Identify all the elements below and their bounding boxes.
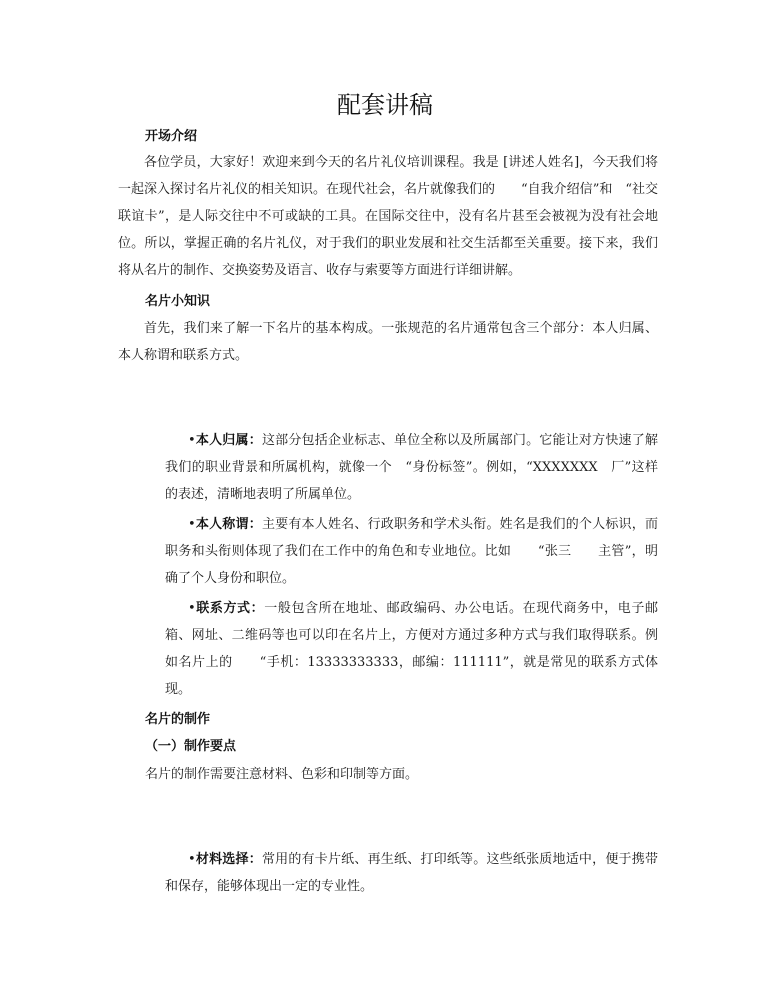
bullet-text: 一般包含所在地址、邮政编码、办公电话。在现代商务中，电子邮箱、网址、二维码等也可以印在名片上，方便对方通过多种方式与我们取得联系。例如名片上的 “手机：13333333333，邮编：111111”，就是常见的联系方式体现。 [165,601,658,697]
bullet-separator: ： [248,852,262,867]
document-title: 配套讲稿 [337,91,433,119]
section-heading-knowledge: 名片小知识 [145,294,211,309]
subheading-making-points: （一）制作要点 [145,739,237,754]
bullet-item-material [165,846,658,900]
bullet-title: 材料选择 [195,852,249,867]
bullet-title: 联系方式 [195,601,251,616]
bullet-dot: • [188,433,196,448]
bullet-dot: • [188,852,196,867]
bullet-title: 本人称谓 [195,517,249,532]
opening-paragraph: 各位学员，大家好！欢迎来到今天的名片礼仪培训课程。我是 [讲述人姓名]，今天我们将一起深入探讨名片礼仪的相关知识。在现代社会，名片就像我们的 “自我介绍信”和 “社交联谊卡”，是人际交往中不可或缺的工具。在国际交往中，没有名片甚至会被视为没有社会地位。所以，掌握正确的名片礼仪，对于我们的职业发展和社交生活都至关重要。接下来，我们将从名片的制作、交换姿势及语言、收存与索要等方面进行详细讲解。 [118,155,658,278]
bullet-title: 本人归属 [195,433,249,448]
bullet-separator: ： [248,517,262,532]
bullet-dot: • [188,601,196,616]
knowledge-paragraph: 首先，我们来了解一下名片的基本构成。一张规范的名片通常包含三个部分：本人归属、本人称谓和联系方式。 [118,321,658,363]
bullet-separator: ： [250,601,265,616]
bullet-item-contact [165,595,658,703]
bullet-item-title [165,511,658,592]
section-heading-making: 名片的制作 [145,712,211,727]
section-heading-opening: 开场介绍 [145,129,198,144]
bullet-text: 常用的有卡片纸、再生纸、打印纸等。这些纸张质地适中，便于携带和保存，能够体现出一定的专业性。 [165,852,658,894]
bullet-item-affiliation [165,427,658,508]
bullet-text: 主要有本人姓名、行政职务和学术头衔。姓名是我们的个人标识，而职务和头衔则体现了我们在工作中的角色和专业地位。比如 “张三 主管”，明确了个人身份和职位。 [165,517,658,586]
bullet-separator: ： [248,433,262,448]
bullet-text: 这部分包括企业标志、单位全称以及所属部门。它能让对方快速了解我们的职业背景和所属机构，就像一个 “身份标签”。例如，“XXXXXXX 厂”这样的表述，清晰地表明了所属单位。 [165,433,658,502]
bullet-dot: • [188,517,196,532]
making-paragraph: 名片的制作需要注意材料、色彩和印制等方面。 [145,767,419,782]
